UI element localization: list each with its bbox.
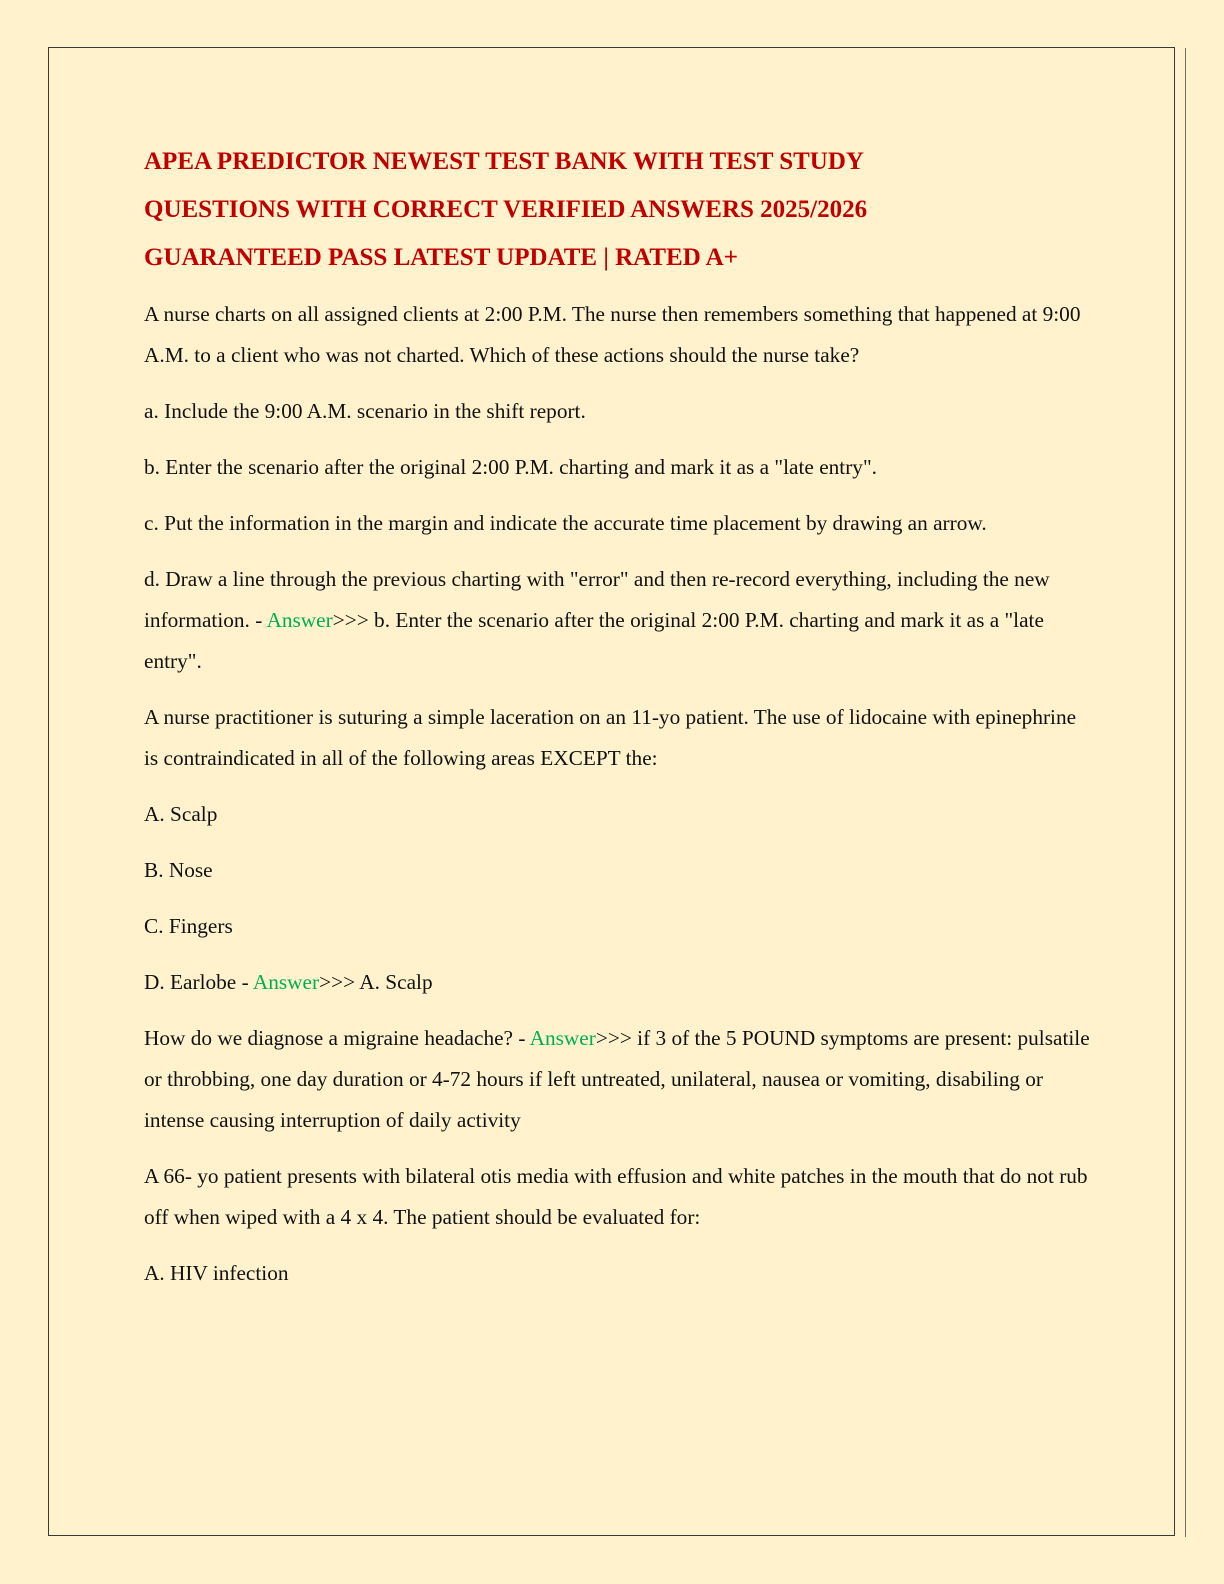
answer-option: B. Nose [144, 858, 213, 882]
title-line: APEA PREDICTOR NEWEST TEST BANK WITH TEST STUDY [144, 148, 864, 175]
option-text: D. Earlobe - [144, 970, 253, 994]
answer-option-with-answer [144, 962, 1094, 1003]
answer-label: Answer [529, 1026, 596, 1050]
answer-option: C. Fingers [144, 914, 233, 938]
title-line: QUESTIONS WITH CORRECT VERIFIED ANSWERS 2025/2026 [144, 196, 868, 223]
answer-option-with-answer [144, 559, 1094, 682]
question-text: A nurse charts on all assigned clients at 2:00 P.M. The nurse then remembers something that happened at 9:00 A.M. to a client who was not charted. Which of these actions should the nurse take? [144, 302, 1081, 367]
answer-option: b. Enter the scenario after the original 2:00 P.M. charting and mark it as a "late entry". [144, 455, 877, 479]
answer-text: >>> b. Enter the scenario after the original 2:00 P.M. charting and mark it as a "late entry". [144, 608, 1044, 673]
question-text: A nurse practitioner is suturing a simple laceration on an 11-yo patient. The use of lidocaine with epinephrine is contraindicated in all of the following areas EXCEPT the: [144, 705, 1077, 770]
document-body [144, 138, 1094, 1309]
title-line: GUARANTEED PASS LATEST UPDATE | RATED A+ [144, 244, 738, 271]
option-text: d. Draw a line through the previous charting with "error" and then re-record everything, including the new information. - [144, 567, 1050, 632]
answer-option: c. Put the information in the margin and indicate the accurate time placement by drawing an arrow. [144, 511, 987, 535]
question-text: How do we diagnose a migraine headache? - [144, 1026, 530, 1050]
document-title [144, 138, 1094, 282]
answer-label: Answer [252, 970, 320, 994]
answer-label: Answer [266, 608, 333, 632]
answer-text: >>> A. Scalp [319, 970, 433, 994]
answer-option: A. HIV infection [144, 1261, 289, 1285]
answer-option: A. Scalp [144, 802, 218, 826]
answer-option: a. Include the 9:00 A.M. scenario in the shift report. [144, 399, 586, 423]
answer-text: >>> if 3 of the 5 POUND symptoms are present: pulsatile or throbbing, one day duration or 4-72 hours if left untreated, unilateral, nausea or vomiting, disabiling or intense causing interruption of daily activity [144, 1026, 1090, 1132]
question-with-answer [144, 1018, 1094, 1141]
question-text: A 66- yo patient presents with bilateral otis media with effusion and white patches in the mouth that do not rub off when wiped with a 4 x 4. The patient should be evaluated for: [144, 1164, 1088, 1229]
